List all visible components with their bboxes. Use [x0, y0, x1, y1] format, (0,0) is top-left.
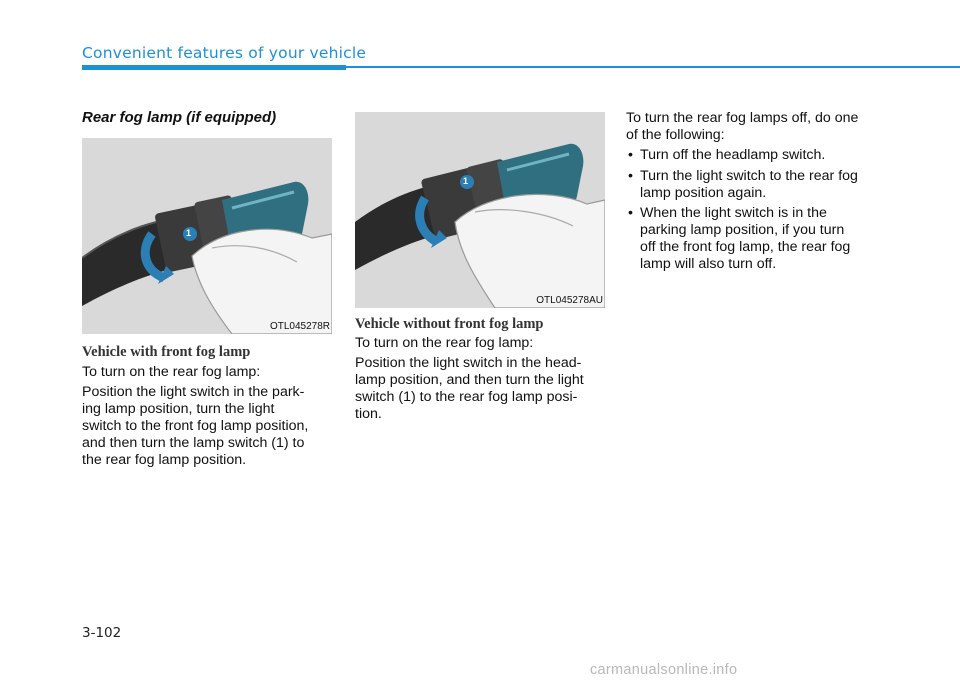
body-line: and then turn the lamp switch (1) to — [82, 435, 305, 451]
bullet-item — [626, 205, 880, 273]
bullet-item — [626, 168, 880, 202]
bullet-line: parking lamp position, if you turn — [640, 222, 845, 238]
body-without-front-fog — [355, 355, 607, 423]
bullet-dot: • — [628, 205, 633, 221]
section-header-title: Convenient features of your vehicle — [82, 44, 367, 62]
bullet-line: Turn the light switch to the rear fog — [640, 168, 858, 184]
figure-code: OTL045278R — [269, 321, 330, 332]
subhead-with-front-fog: Vehicle with front fog lamp — [82, 344, 251, 360]
intro-line: To turn the rear fog lamps off, do one — [626, 110, 859, 126]
callout-number: 1 — [186, 228, 192, 238]
watermark: carmanualsonline.info — [590, 662, 738, 678]
body-line: the rear fog lamp position. — [82, 452, 247, 468]
bullet-line: Turn off the headlamp switch. — [640, 147, 826, 163]
subhead-without-front-fog: Vehicle without front fog lamp — [355, 316, 544, 332]
figure-light-switch-without-front-fog — [355, 112, 605, 308]
body-line: Position the light switch in the park- — [82, 384, 305, 400]
body-with-front-fog — [82, 384, 334, 469]
body-line: switch (1) to the rear fog lamp posi- — [355, 389, 578, 405]
bullet-line: off the front fog lamp, the rear fog — [640, 239, 851, 255]
intro-with-front-fog: To turn on the rear fog lamp: — [82, 364, 261, 380]
bullet-line: lamp position again. — [640, 185, 767, 201]
turn-off-intro — [626, 110, 878, 144]
header-rule-thin — [346, 66, 960, 68]
header-rule-thick — [82, 65, 346, 70]
bullet-dot: • — [628, 168, 633, 184]
body-line: ing lamp position, turn the light — [82, 401, 275, 417]
stalk-illustration — [355, 112, 605, 308]
figure-light-switch-with-front-fog — [82, 138, 332, 334]
section-title: Rear fog lamp (if equipped) — [82, 109, 277, 126]
figure-code: OTL045278AU — [536, 295, 603, 306]
bullet-line: lamp will also turn off. — [640, 256, 777, 272]
intro-line: of the following: — [626, 127, 725, 143]
body-line: switch to the front fog lamp position, — [82, 418, 309, 434]
body-line: tion. — [355, 406, 382, 422]
intro-without-front-fog: To turn on the rear fog lamp: — [355, 335, 534, 351]
bullet-dot: • — [628, 147, 633, 163]
body-line: lamp position, and then turn the light — [355, 372, 584, 388]
body-line: Position the light switch in the head- — [355, 355, 582, 371]
bullet-item — [626, 147, 880, 164]
bullet-line: When the light switch is in the — [640, 205, 827, 221]
page-number: 3-102 — [82, 625, 122, 641]
callout-number: 1 — [463, 176, 469, 186]
stalk-illustration — [82, 138, 332, 334]
